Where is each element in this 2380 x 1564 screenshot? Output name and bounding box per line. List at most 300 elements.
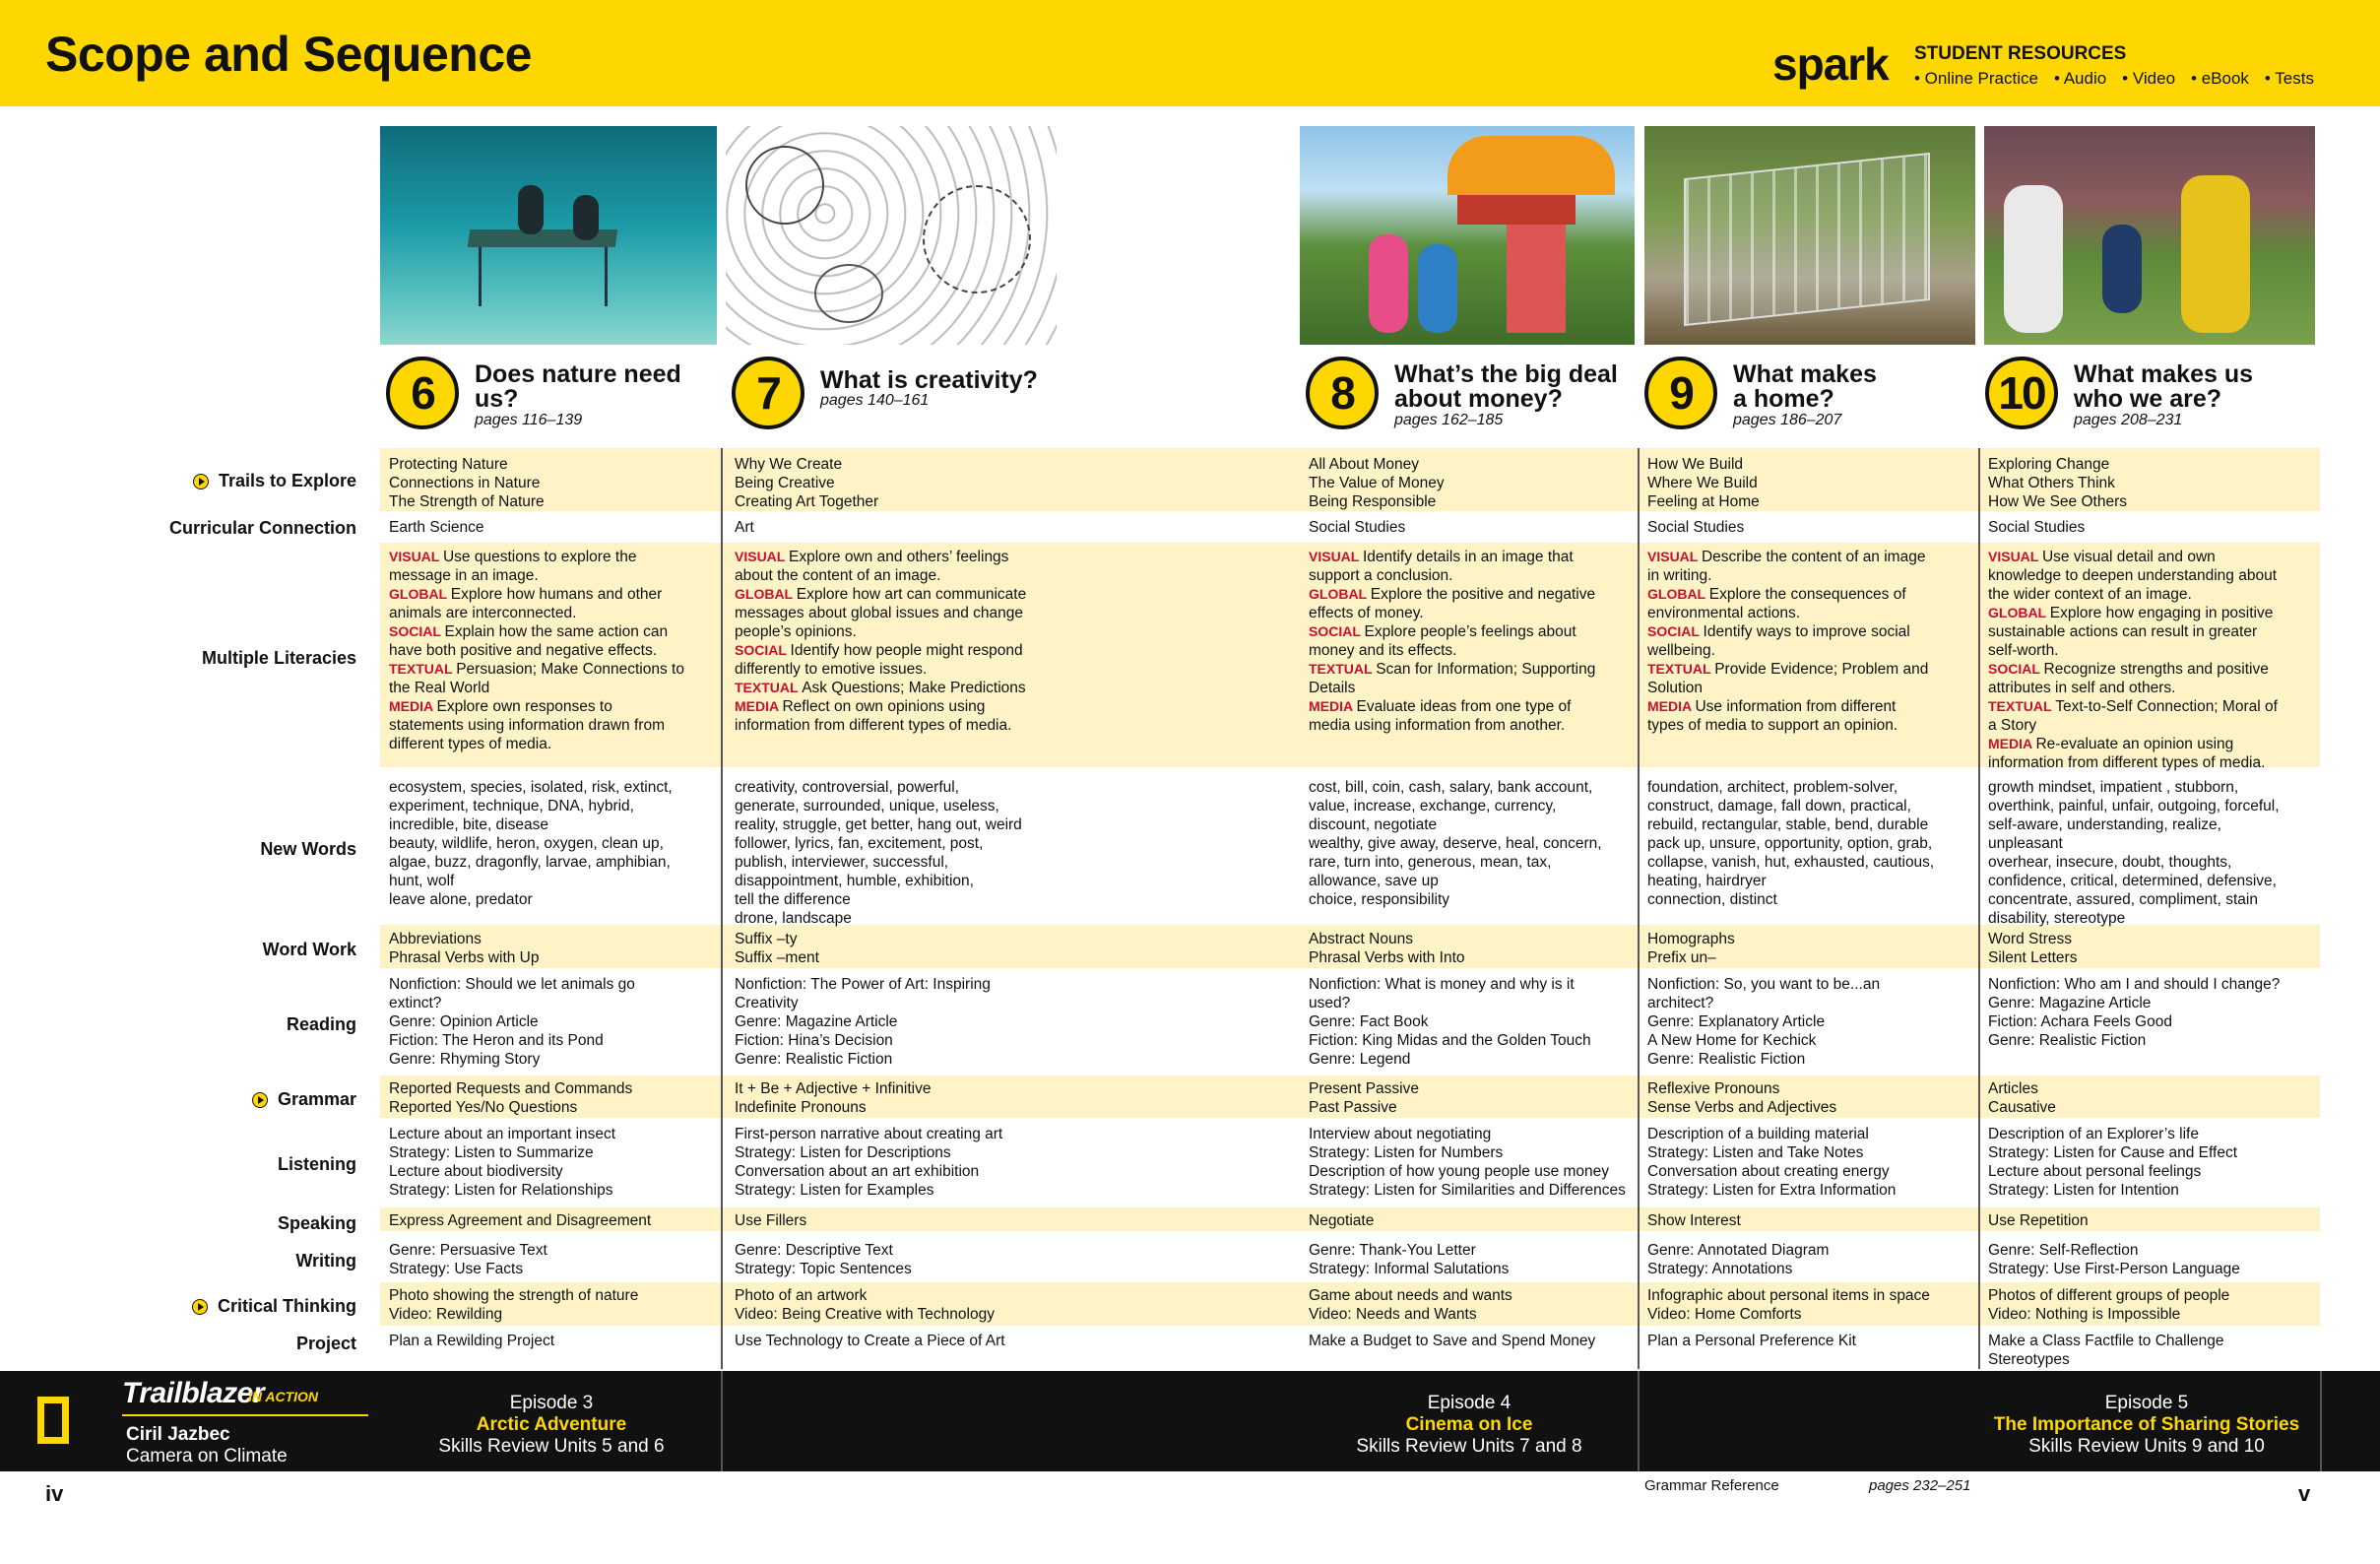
cell-line: Exploring Change	[1988, 456, 2110, 473]
cell-line: Strategy: Listen for Cause and Effect	[1988, 1144, 2238, 1161]
grammar-reference-label[interactable]: Grammar Reference	[1644, 1477, 1779, 1494]
literacy-line: have both positive and negative effects.	[389, 642, 658, 659]
literacy-line: support a conclusion.	[1309, 567, 1453, 584]
cell-line: Fiction: The Heron and its Pond	[389, 1032, 604, 1049]
literacy-line: wellbeing.	[1647, 642, 1715, 659]
unit-7-question: What is creativity?	[820, 366, 1038, 394]
cell-line: Abstract Nouns	[1309, 931, 1413, 947]
literacy-tag: SOCIAL	[735, 642, 791, 658]
literacy-tag: GLOBAL	[1988, 605, 2050, 620]
cell-line: ecosystem, species, isolated, risk, extinct,	[389, 779, 673, 796]
literacy-line: media using information from another.	[1309, 717, 1566, 734]
unit-10-pages: pages 208–231	[2074, 412, 2183, 428]
cell-line: First-person narrative about creating art	[735, 1126, 1003, 1142]
resource-tests[interactable]: • Tests	[2264, 69, 2314, 88]
cell-line: Strategy: Listen for Numbers	[1309, 1144, 1504, 1161]
cell-line: Suffix –ment	[735, 949, 819, 966]
literacy-tag: MEDIA	[1647, 698, 1696, 714]
literacy-line: VISUAL Explore own and others’ feelings	[735, 549, 1009, 565]
row-label-grammar[interactable]: Grammar	[252, 1089, 356, 1110]
cell-line: Phrasal Verbs with Into	[1309, 949, 1465, 966]
literacy-tag: MEDIA	[1309, 698, 1357, 714]
cell-line: Prefix un–	[1647, 949, 1716, 966]
unit-8-pages: pages 162–185	[1394, 412, 1504, 428]
cell-line: overthink, painful, unfair, outgoing, forceful,	[1988, 798, 2280, 815]
cell-line: Show Interest	[1647, 1212, 1741, 1229]
cell-line: Conversation about creating energy	[1647, 1163, 1890, 1180]
cell-line: Creating Art Together	[735, 493, 879, 510]
literacy-tag: SOCIAL	[1647, 623, 1704, 639]
unit-9-question: What makes a home?	[1733, 360, 1877, 413]
unit-10-number-badge: 10	[1985, 357, 2058, 429]
cell-line: Express Agreement and Disagreement	[389, 1212, 652, 1229]
cell-line: How We See Others	[1988, 493, 2127, 510]
cell-line: leave alone, predator	[389, 891, 533, 908]
unit-7-number-badge: 7	[732, 357, 804, 429]
literacy-line: environmental actions.	[1647, 605, 1801, 621]
cell-line: Strategy: Listen for Similarities and Differences	[1309, 1182, 1626, 1199]
cell-line: Strategy: Listen for Relationships	[389, 1182, 613, 1199]
cell-line: A New Home for Kechick	[1647, 1032, 1817, 1049]
cell-line: pack up, unsure, opportunity, option, grab,	[1647, 835, 1933, 852]
cell-line: Video: Nothing is Impossible	[1988, 1306, 2181, 1323]
cell-line: Homographs	[1647, 931, 1735, 947]
cell-line: Strategy: Informal Salutations	[1309, 1261, 1510, 1277]
cell-line: Genre: Fact Book	[1309, 1013, 1429, 1030]
literacy-line: TEXTUAL Persuasion; Make Connections to	[389, 661, 684, 678]
literacy-line: VISUAL Use visual detail and own	[1988, 549, 2216, 565]
cell-line: generate, surrounded, unique, useless,	[735, 798, 999, 815]
unit-9-project-cell	[1639, 1332, 1856, 1350]
literacy-line: SOCIAL Identify how people might respond	[735, 642, 1023, 659]
cell-line: Lecture about an important insect	[389, 1126, 616, 1142]
cell-line: Strategy: Listen for Examples	[735, 1182, 934, 1199]
literacy-tag: TEXTUAL	[1309, 661, 1377, 677]
unit-8-question: What’s the big deal about money?	[1394, 360, 1618, 413]
literacy-line: self-worth.	[1988, 642, 2059, 659]
cell-line: Reported Requests and Commands	[389, 1080, 633, 1097]
cell-line: Genre: Opinion Article	[389, 1013, 539, 1030]
play-arrow-icon	[193, 474, 209, 489]
row-label-reading: Reading	[286, 1014, 356, 1034]
cell-line: Lecture about biodiversity	[389, 1163, 563, 1180]
unit-8-curricular-cell	[1300, 518, 1405, 537]
literacy-line: GLOBAL Explore how art can communicate	[735, 586, 1027, 603]
unit-6-listening-cell	[380, 1125, 615, 1200]
literacy-tag: VISUAL	[389, 549, 443, 564]
cell-line: Fiction: Hina’s Decision	[735, 1032, 893, 1049]
unit-9-pages: pages 186–207	[1733, 412, 1842, 428]
literacy-line: Solution	[1647, 680, 1704, 696]
literacy-line: people’s opinions.	[735, 623, 857, 640]
resource-online-practice[interactable]: • Online Practice	[1914, 69, 2038, 88]
unit-9-new-words-cell	[1639, 778, 1934, 909]
cell-line: confidence, critical, determined, defensive,	[1988, 873, 2277, 889]
row-label-word-work: Word Work	[262, 940, 356, 959]
literacy-line: VISUAL Identify details in an image that	[1309, 549, 1574, 565]
unit-6-photo-underwater	[380, 126, 717, 345]
cell-line: Plan a Rewilding Project	[389, 1333, 555, 1349]
cell-line: Phrasal Verbs with Up	[389, 949, 540, 966]
unit-7-new-words-cell	[726, 778, 1022, 928]
literacy-tag: TEXTUAL	[389, 661, 457, 677]
literacy-tag: TEXTUAL	[1988, 698, 2056, 714]
cell-line: Social Studies	[1309, 519, 1406, 536]
literacy-line: the Real World	[389, 680, 490, 696]
cell-line: Art	[735, 519, 754, 536]
cell-line: Reported Yes/No Questions	[389, 1099, 578, 1116]
literacy-line: MEDIA Use information from different	[1647, 698, 1897, 715]
cell-line: tell the difference	[735, 891, 851, 908]
unit-8-photo-lemonade-stand	[1300, 126, 1635, 345]
cell-line: Nonfiction: So, you want to be...an	[1647, 976, 1881, 993]
cell-line: Infographic about personal items in space	[1647, 1287, 1930, 1304]
cell-line: Genre: Realistic Fiction	[1988, 1032, 2147, 1049]
cell-line: The Strength of Nature	[389, 493, 545, 510]
unit-6-word-work-cell	[380, 930, 540, 967]
unit-6-writing-cell	[380, 1241, 547, 1278]
cell-line: Strategy: Listen and Take Notes	[1647, 1144, 1864, 1161]
row-label-new-words: New Words	[260, 839, 356, 859]
cell-line: What Others Think	[1988, 475, 2115, 491]
unit-9-speaking-cell	[1639, 1211, 1741, 1230]
literacy-tag: VISUAL	[1988, 549, 2042, 564]
cell-line: Genre: Explanatory Article	[1647, 1013, 1826, 1030]
cell-line: foundation, architect, problem-solver,	[1647, 779, 1898, 796]
cell-line: Being Creative	[735, 475, 835, 491]
cell-line: self-aware, understanding, realize,	[1988, 816, 2221, 833]
literacy-line: SOCIAL Identify ways to improve social	[1647, 623, 1910, 640]
literacy-tag: MEDIA	[389, 698, 437, 714]
cell-line: Interview about negotiating	[1309, 1126, 1492, 1142]
cell-line: disappointment, humble, exhibition,	[735, 873, 974, 889]
unit-8-word-work-cell	[1300, 930, 1465, 967]
literacy-line: GLOBAL Explore the positive and negative	[1309, 586, 1596, 603]
resources-list	[1914, 69, 2330, 89]
cell-line: Video: Needs and Wants	[1309, 1306, 1477, 1323]
unit-6-pages: pages 116–139	[475, 412, 583, 428]
literacy-line: different types of media.	[389, 736, 552, 752]
unit-10-question: What makes us who we are?	[2074, 360, 2254, 413]
literacy-line: Details	[1309, 680, 1356, 696]
cell-line: Feeling at Home	[1647, 493, 1760, 510]
cell-line: Genre: Legend	[1309, 1051, 1411, 1068]
brand-logo: spark	[1772, 38, 1889, 90]
cell-line: Description of a building material	[1647, 1126, 1869, 1142]
national-geographic-logo	[37, 1397, 69, 1444]
resources-title: STUDENT RESOURCES	[1914, 43, 2127, 64]
literacy-line: SOCIAL Explain how the same action can	[389, 623, 669, 640]
cell-line: Video: Rewilding	[389, 1306, 503, 1323]
trailblazer-logo: Trailblazer	[122, 1377, 265, 1409]
cell-line: Video: Being Creative with Technology	[735, 1306, 995, 1323]
unit-10-project-cell	[1979, 1332, 2224, 1369]
unit-8-critical-cell	[1300, 1286, 1512, 1324]
cell-line: Being Responsible	[1309, 493, 1437, 510]
literacy-tag: VISUAL	[1647, 549, 1702, 564]
row-label-curricular: Curricular Connection	[168, 518, 356, 538]
student-resources	[1914, 43, 2330, 89]
row-label-listening: Listening	[278, 1154, 356, 1174]
literacy-line: MEDIA Evaluate ideas from one type of	[1309, 698, 1572, 715]
unit-9-photo-greenhouse	[1644, 126, 1975, 345]
episode-4[interactable]: Episode 4 Cinema on Ice Skills Review Units 7 and 8	[1356, 1393, 1582, 1457]
unit-6-trails-cell	[380, 455, 545, 511]
unit-10-photo-baseball	[1984, 126, 2315, 345]
cell-line: drone, landscape	[735, 910, 852, 927]
cell-line: rare, turn into, generous, mean, tax,	[1309, 854, 1552, 871]
unit-6-new-words-cell	[380, 778, 673, 909]
unit-8-reading-cell	[1300, 975, 1591, 1069]
resource-ebook[interactable]: • eBook	[2191, 69, 2249, 88]
literacy-tag: GLOBAL	[1647, 586, 1709, 602]
literacy-tag: MEDIA	[735, 698, 783, 714]
cell-line: Game about needs and wants	[1309, 1287, 1512, 1304]
literacy-line: VISUAL Use questions to explore the	[389, 549, 637, 565]
literacy-line: GLOBAL Explore how engaging in positive	[1988, 605, 2274, 621]
unit-6-curricular-cell	[380, 518, 484, 537]
cell-line: Strategy: Use First-Person Language	[1988, 1261, 2240, 1277]
cell-line: Earth Science	[389, 519, 484, 536]
cell-line: Nonfiction: Should we let animals go	[389, 976, 635, 993]
literacy-line: knowledge to deepen understanding about	[1988, 567, 2278, 584]
cell-line: Present Passive	[1309, 1080, 1419, 1097]
unit-7-trails-cell	[726, 455, 878, 511]
literacy-line: message in an image.	[389, 567, 539, 584]
page-number-left: iv	[45, 1481, 64, 1506]
cell-line: Sense Verbs and Adjectives	[1647, 1099, 1837, 1116]
cell-line: algae, buzz, dragonfly, larvae, amphibian,	[389, 854, 671, 871]
literacy-tag: GLOBAL	[735, 586, 797, 602]
cell-line: Genre: Realistic Fiction	[1647, 1051, 1806, 1068]
cell-line: Fiction: King Midas and the Golden Touch	[1309, 1032, 1591, 1049]
unit-10-speaking-cell	[1979, 1211, 2089, 1230]
cell-line: Social Studies	[1988, 519, 2086, 536]
row-label-speaking: Speaking	[277, 1213, 356, 1233]
literacy-tag: SOCIAL	[389, 623, 445, 639]
cell-line: Strategy: Use Facts	[389, 1261, 524, 1277]
unit-7-speaking-cell	[726, 1211, 806, 1230]
unit-9-literacies-cell	[1639, 548, 1928, 735]
cell-line: follower, lyrics, fan, excitement, post,	[735, 835, 984, 852]
unit-7-literacies-cell	[726, 548, 1026, 735]
cell-line: Genre: Rhyming Story	[389, 1051, 541, 1068]
cell-line: disability, stereotype	[1988, 910, 2126, 927]
cell-line: Nonfiction: Who am I and should I change?	[1988, 976, 2281, 993]
unit-10-reading-cell	[1979, 975, 2280, 1050]
cell-line: creativity, controversial, powerful,	[735, 779, 959, 796]
cell-line: Genre: Self-Reflection	[1988, 1242, 2139, 1259]
page-title: Scope and Sequence	[45, 27, 532, 82]
unit-7-project-cell	[726, 1332, 1005, 1350]
cell-line: Negotiate	[1309, 1212, 1375, 1229]
cell-line: Make a Budget to Save and Spend Money	[1309, 1333, 1596, 1349]
unit-7-listening-cell	[726, 1125, 1002, 1200]
cell-line: Causative	[1988, 1099, 2056, 1116]
unit-7-reading-cell	[726, 975, 991, 1069]
trailblazer-underline	[122, 1414, 368, 1416]
unit-9-reading-cell	[1639, 975, 1880, 1069]
cell-line: hunt, wolf	[389, 873, 455, 889]
page-number-right: v	[2298, 1481, 2311, 1506]
resource-audio[interactable]: • Audio	[2053, 69, 2107, 88]
row-label-critical[interactable]: Critical Thinking	[192, 1296, 356, 1317]
literacy-line: messages about global issues and change	[735, 605, 1023, 621]
literacy-line: sustainable actions can result in greater	[1988, 623, 2258, 640]
cell-line: Why We Create	[735, 456, 843, 473]
literacy-line: the wider context of an image.	[1988, 586, 2192, 603]
cell-line: collapse, vanish, hut, exhausted, cautious,	[1647, 854, 1935, 871]
literacy-line: TEXTUAL Provide Evidence; Problem and	[1647, 661, 1929, 678]
unit-7-writing-cell	[726, 1241, 912, 1278]
unit-10-word-work-cell	[1979, 930, 2077, 967]
unit-7-photo-doodle-art	[726, 126, 1057, 345]
explorer-subtitle: Camera on Climate	[126, 1446, 288, 1466]
unit-9-critical-cell	[1639, 1286, 1930, 1324]
column-divider	[721, 448, 723, 1369]
unit-9-curricular-cell	[1639, 518, 1744, 537]
cell-line: Stereotypes	[1988, 1351, 2070, 1368]
row-label-literacies: Multiple Literacies	[201, 648, 356, 668]
unit-6-reading-cell	[380, 975, 635, 1069]
literacy-line: animals are interconnected.	[389, 605, 577, 621]
literacy-tag: SOCIAL	[1309, 623, 1365, 639]
cell-line: experiment, technique, DNA, hybrid,	[389, 798, 634, 815]
cell-line: Connections in Nature	[389, 475, 541, 491]
cell-line: Genre: Magazine Article	[735, 1013, 898, 1030]
unit-10-curricular-cell	[1979, 518, 2085, 537]
literacy-line: statements using information drawn from	[389, 717, 665, 734]
footer-divider	[721, 1371, 723, 1471]
cell-line: Indefinite Pronouns	[735, 1099, 867, 1116]
row-label-project: Project	[295, 1334, 356, 1353]
cell-line: Silent Letters	[1988, 949, 2078, 966]
cell-line: construct, damage, fall down, practical,	[1647, 798, 1911, 815]
cell-line: Use Fillers	[735, 1212, 807, 1229]
cell-line: Description of how young people use money	[1309, 1163, 1610, 1180]
cell-line: Creativity	[735, 995, 799, 1011]
play-arrow-icon	[192, 1299, 208, 1315]
unit-9-number-badge: 9	[1644, 357, 1717, 429]
unit-8-listening-cell	[1300, 1125, 1626, 1200]
cell-line: Description of an Explorer’s life	[1988, 1126, 2199, 1142]
literacy-line: MEDIA Reflect on own opinions using	[735, 698, 986, 715]
cell-line: Strategy: Listen for Extra Information	[1647, 1182, 1897, 1199]
unit-9-listening-cell	[1639, 1125, 1896, 1200]
episode-5[interactable]: Episode 5 The Importance of Sharing Stories Skills Review Units 9 and 10	[1993, 1393, 2300, 1457]
cell-line: Suffix –ty	[735, 931, 798, 947]
cell-line: Strategy: Listen for Intention	[1988, 1182, 2179, 1199]
literacy-line: about the content of an image.	[735, 567, 941, 584]
cell-line: used?	[1309, 995, 1351, 1011]
cell-line: Nonfiction: What is money and why is it	[1309, 976, 1575, 993]
cell-line: It + Be + Adjective + Infinitive	[735, 1080, 932, 1097]
cell-line: Reflexive Pronouns	[1647, 1080, 1780, 1097]
literacy-tag: MEDIA	[1988, 736, 2036, 751]
cell-line: allowance, save up	[1309, 873, 1439, 889]
cell-line: Photo showing the strength of nature	[389, 1287, 639, 1304]
unit-8-writing-cell	[1300, 1241, 1509, 1278]
cell-line: Use Repetition	[1988, 1212, 2089, 1229]
cell-line: Plan a Personal Preference Kit	[1647, 1333, 1856, 1349]
unit-8-literacies-cell	[1300, 548, 1595, 735]
play-arrow-icon	[252, 1092, 268, 1108]
cell-line: Social Studies	[1647, 519, 1745, 536]
cell-line: Video: Home Comforts	[1647, 1306, 1802, 1323]
unit-8-speaking-cell	[1300, 1211, 1374, 1230]
cell-line: Articles	[1988, 1080, 2038, 1097]
row-label-trails[interactable]: Trails to Explore	[193, 471, 356, 491]
cell-line: choice, responsibility	[1309, 891, 1450, 908]
cell-line: Where We Build	[1647, 475, 1758, 491]
unit-6-number-badge: 6	[386, 357, 459, 429]
unit-6-question: Does nature need us?	[475, 360, 681, 413]
cell-line: wealthy, give away, deserve, heal, concern,	[1309, 835, 1602, 852]
literacy-line: TEXTUAL Text-to-Self Connection; Moral of	[1988, 698, 2278, 715]
cell-line: Strategy: Topic Sentences	[735, 1261, 912, 1277]
unit-7-grammar-cell	[726, 1079, 931, 1117]
cell-line: Genre: Descriptive Text	[735, 1242, 893, 1259]
literacy-line: TEXTUAL Ask Questions; Make Predictions	[735, 680, 1026, 696]
in-action-label: IN ACTION	[248, 1389, 319, 1404]
literacy-line: SOCIAL Explore people’s feelings about	[1309, 623, 1576, 640]
footer-divider	[1638, 1371, 1640, 1471]
unit-6-critical-cell	[380, 1286, 638, 1324]
unit-10-new-words-cell	[1979, 778, 2280, 928]
literacy-line: MEDIA Explore own responses to	[389, 698, 612, 715]
cell-line: Word Stress	[1988, 931, 2072, 947]
unit-10-trails-cell	[1979, 455, 2127, 511]
cell-line: Strategy: Annotations	[1647, 1261, 1793, 1277]
literacy-line: MEDIA Re-evaluate an opinion using	[1988, 736, 2234, 752]
episode-3[interactable]: Episode 3 Arctic Adventure Skills Review Units 5 and 6	[438, 1393, 665, 1457]
cell-line: Lecture about personal feelings	[1988, 1163, 2202, 1180]
cell-line: Fiction: Achara Feels Good	[1988, 1013, 2172, 1030]
literacy-line: in writing.	[1647, 567, 1712, 584]
unit-10-writing-cell	[1979, 1241, 2240, 1278]
cell-line: concentrate, assured, compliment, stain	[1988, 891, 2258, 908]
literacy-tag: SOCIAL	[1988, 661, 2044, 677]
cell-line: Genre: Thank-You Letter	[1309, 1242, 1476, 1259]
unit-8-project-cell	[1300, 1332, 1595, 1350]
unit-10-critical-cell	[1979, 1286, 2229, 1324]
unit-8-number-badge: 8	[1306, 357, 1379, 429]
literacy-line: TEXTUAL Scan for Information; Supporting	[1309, 661, 1596, 678]
cell-line: rebuild, rectangular, stable, bend, durable	[1647, 816, 1929, 833]
literacy-tag: TEXTUAL	[1647, 661, 1715, 677]
cell-line: Past Passive	[1309, 1099, 1397, 1116]
literacy-line: information from different types of media.	[735, 717, 1012, 734]
literacy-tag: GLOBAL	[389, 586, 451, 602]
cell-line: extinct?	[389, 995, 442, 1011]
footer-divider	[2320, 1371, 2322, 1471]
cell-line: Strategy: Listen for Descriptions	[735, 1144, 951, 1161]
explorer-name: Ciril Jazbec	[126, 1424, 230, 1445]
cell-line: heating, hairdryer	[1647, 873, 1767, 889]
literacy-tag: GLOBAL	[1309, 586, 1371, 602]
cell-line: reality, struggle, get better, hang out, weird	[735, 816, 1022, 833]
literacy-line: SOCIAL Recognize strengths and positive	[1988, 661, 2269, 678]
resource-video[interactable]: • Video	[2122, 69, 2176, 88]
unit-10-literacies-cell	[1979, 548, 2278, 772]
cell-line: Genre: Magazine Article	[1988, 995, 2152, 1011]
cell-line: Genre: Persuasive Text	[389, 1242, 547, 1259]
cell-line: overhear, insecure, doubt, thoughts,	[1988, 854, 2232, 871]
cell-line: Photo of an artwork	[735, 1287, 868, 1304]
cell-line: unpleasant	[1988, 835, 2063, 852]
literacy-tag: VISUAL	[735, 549, 789, 564]
cell-line: Conversation about an art exhibition	[735, 1163, 980, 1180]
